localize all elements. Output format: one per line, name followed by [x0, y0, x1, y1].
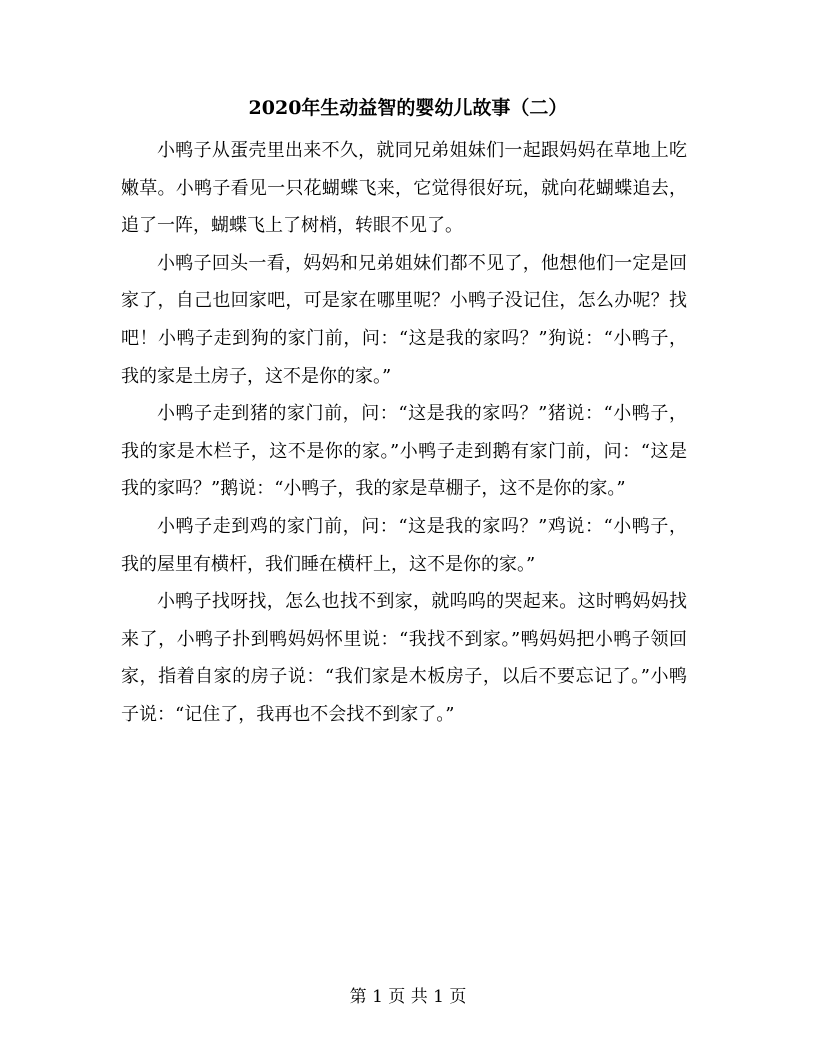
- page-footer: 第 1 页 共 1 页: [349, 987, 467, 1007]
- paragraph-1: 小鸭子从蛋壳里出来不久，就同兄弟姐妹们一起跟妈妈在草地上吃嫩草。小鸭子看见一只花蝴蝶飞来，它觉得很好玩，就向花蝴蝶追去，追了一阵，蝴蝶飞上了树梢，转眼不见了。: [121, 140, 687, 237]
- paragraph-2: 小鸭子回头一看，妈妈和兄弟姐妹们都不见了，他想他们一定是回家了，自己也回家吧，可是家在哪里呢？小鸭子没记住，怎么办呢？找吧！小鸭子走到狗的家门前，问：“这是我的家吗？”狗说：“小鸭子，我的家是土房子，这不是你的家。”: [121, 252, 687, 387]
- paragraph-4: 小鸭子走到鸡的家门前，问：“这是我的家吗？”鸡说：“小鸭子，我的屋里有横杆，我们睡在横杆上，这不是你的家。”: [121, 515, 687, 575]
- paragraph-3: 小鸭子走到猪的家门前，问：“这是我的家吗？”猪说：“小鸭子，我的家是木栏子，这不是你的家。”小鸭子走到鹅有家门前，问：“这是我的家吗？”鹅说：“小鸭子，我的家是草棚子，这不是你的家。”: [121, 403, 687, 500]
- document-body: [121, 132, 687, 734]
- document-title: 2020年生动益智的婴幼儿故事（二）: [248, 97, 568, 119]
- paragraph-5: 小鸭子找呀找，怎么也找不到家，就呜呜的哭起来。这时鸭妈妈找来了，小鸭子扑到鸭妈妈怀里说：“我找不到家。”鸭妈妈把小鸭子领回家，指着自家的房子说：“我们家是木板房子，以后不要忘记了。”小鸭子说：“记住了，我再也不会找不到家了。”: [121, 591, 687, 725]
